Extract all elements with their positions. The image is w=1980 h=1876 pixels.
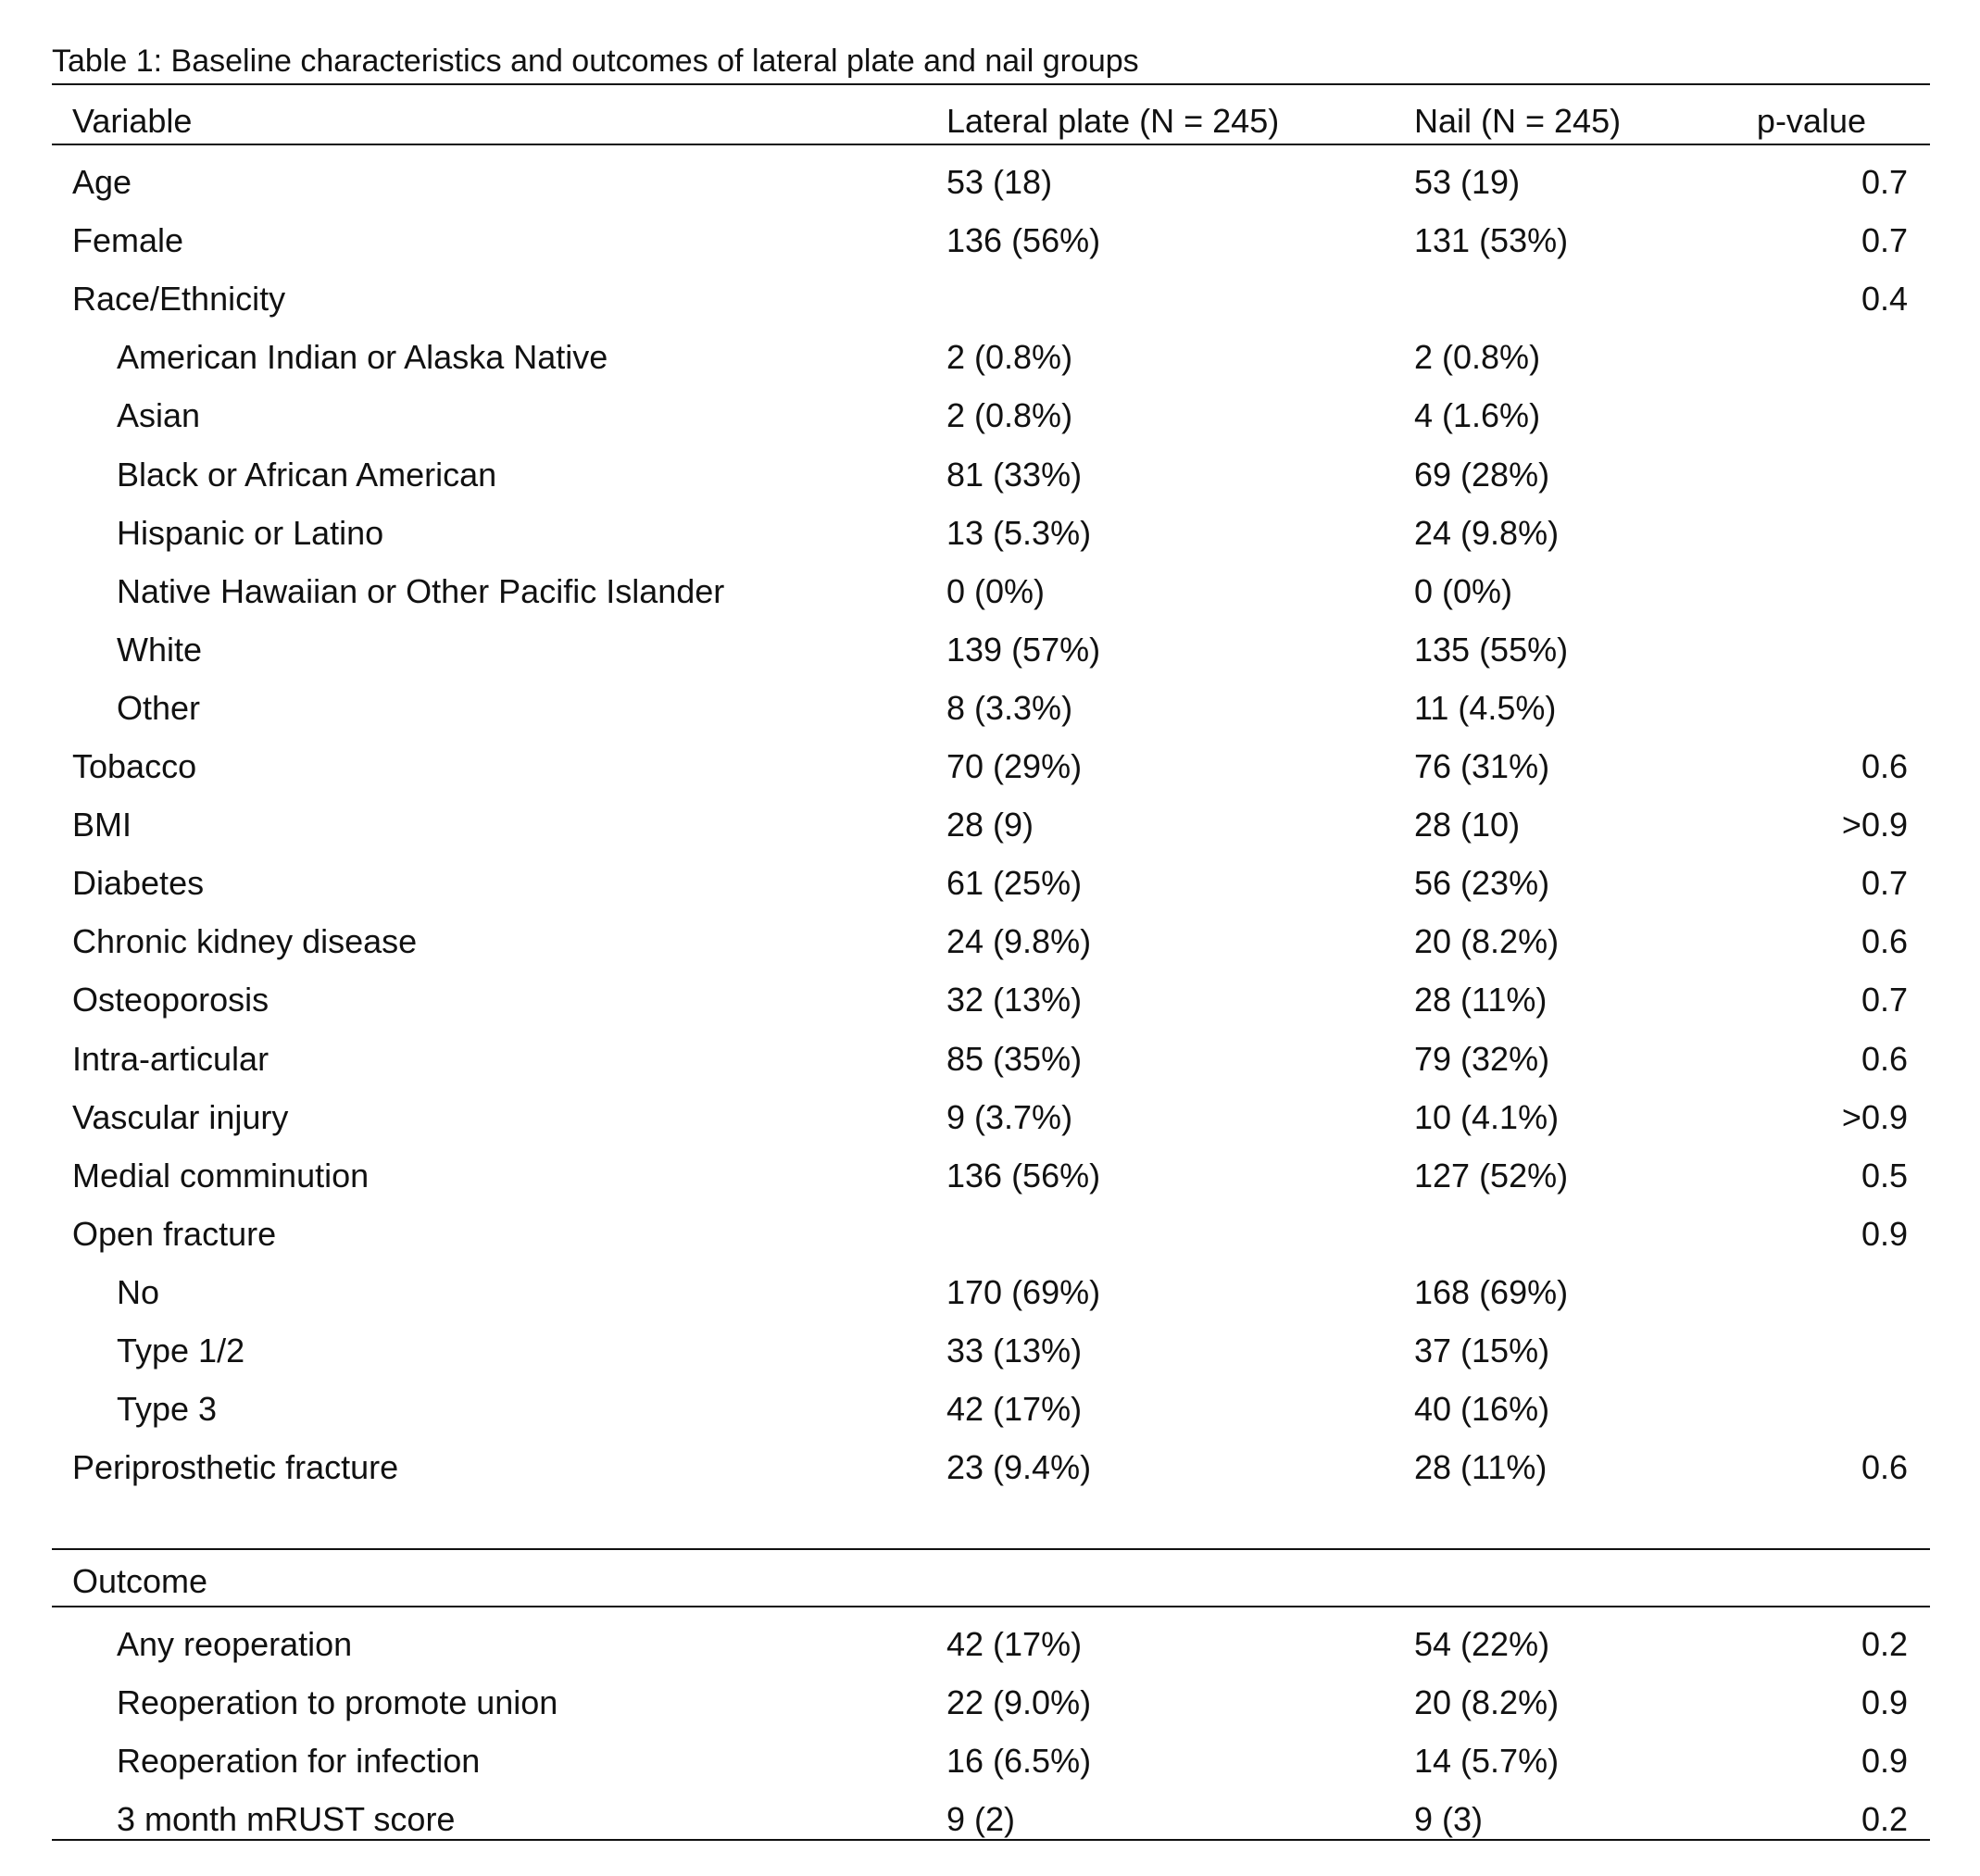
lateral-plate-value: 42 (17%) — [946, 1390, 1083, 1429]
p-value: 0.9 — [1861, 1742, 1908, 1780]
row-label: No — [117, 1272, 160, 1311]
header-variable: Variable — [72, 102, 193, 140]
nail-value: 4 (1.6%) — [1414, 396, 1541, 435]
p-value: 0.4 — [1861, 280, 1908, 319]
table-row — [52, 153, 1930, 211]
row-label: Asian — [117, 396, 201, 435]
p-value: >0.9 — [1841, 1097, 1908, 1136]
p-value: 0.7 — [1861, 864, 1908, 903]
row-label: Black or African American — [117, 455, 497, 494]
row-label: Native Hawaiian or Other Pacific Islander — [117, 571, 725, 610]
lateral-plate-value: 70 (29%) — [946, 747, 1083, 785]
nail-value: 10 (4.1%) — [1414, 1097, 1560, 1136]
lateral-plate-value: 24 (9.8%) — [946, 922, 1092, 961]
table-row — [52, 1146, 1930, 1205]
nail-value: 79 (32%) — [1414, 1039, 1550, 1078]
rule-top — [52, 83, 1930, 85]
table-row — [52, 504, 1930, 562]
nail-value: 76 (31%) — [1414, 747, 1550, 785]
lateral-plate-value: 16 (6.5%) — [946, 1742, 1092, 1780]
nail-value: 53 (19) — [1414, 163, 1521, 201]
table-row — [52, 737, 1930, 795]
lateral-plate-value: 32 (13%) — [946, 981, 1083, 1019]
nail-value: 0 (0%) — [1414, 571, 1513, 610]
lateral-plate-value: 0 (0%) — [946, 571, 1046, 610]
lateral-plate-value: 139 (57%) — [946, 630, 1101, 669]
nail-value: 135 (55%) — [1414, 630, 1569, 669]
lateral-plate-value: 33 (13%) — [946, 1332, 1083, 1369]
nail-value: 37 (15%) — [1414, 1332, 1550, 1369]
table-row — [52, 1030, 1930, 1088]
p-value: 0.9 — [1861, 1683, 1908, 1721]
lateral-plate-value: 42 (17%) — [946, 1625, 1083, 1663]
nail-value: 11 (4.5%) — [1414, 688, 1557, 727]
row-label: American Indian or Alaska Native — [117, 338, 608, 377]
nail-value: 14 (5.7%) — [1414, 1742, 1560, 1780]
table-row — [52, 211, 1930, 269]
outcome-header-row — [52, 1552, 1930, 1610]
lateral-plate-value: 2 (0.8%) — [946, 338, 1073, 377]
nail-value: 28 (11%) — [1414, 1448, 1548, 1487]
nail-value: 20 (8.2%) — [1414, 1683, 1560, 1721]
nail-value: 168 (69%) — [1414, 1272, 1569, 1311]
nail-value: 20 (8.2%) — [1414, 922, 1560, 961]
lateral-plate-value: 2 (0.8%) — [946, 396, 1073, 435]
nail-value: 127 (52%) — [1414, 1156, 1569, 1194]
lateral-plate-value: 136 (56%) — [946, 221, 1101, 260]
rule-header — [52, 144, 1930, 145]
row-label: Open fracture — [72, 1214, 277, 1253]
nail-value: 54 (22%) — [1414, 1625, 1550, 1663]
row-label: Vascular injury — [72, 1097, 289, 1136]
lateral-plate-value: 22 (9.0%) — [946, 1683, 1092, 1721]
table-row — [52, 269, 1930, 328]
table-row — [52, 912, 1930, 970]
table-row — [52, 970, 1930, 1029]
table-row — [52, 1088, 1930, 1146]
p-value: 0.7 — [1861, 981, 1908, 1019]
lateral-plate-value: 8 (3.3%) — [946, 688, 1073, 727]
lateral-plate-value: 9 (2) — [946, 1800, 1016, 1838]
p-value: 0.2 — [1861, 1800, 1908, 1838]
header-p-value: p-value — [1756, 102, 1866, 140]
row-label: Reoperation to promote union — [117, 1683, 558, 1721]
row-label: Periprosthetic fracture — [72, 1448, 399, 1487]
table-row — [52, 1380, 1930, 1438]
lateral-plate-value: 9 (3.7%) — [946, 1097, 1073, 1136]
nail-value: 56 (23%) — [1414, 864, 1550, 903]
nail-value: 28 (10) — [1414, 806, 1521, 844]
row-label: Osteoporosis — [72, 981, 269, 1019]
lateral-plate-value: 13 (5.3%) — [946, 513, 1092, 552]
table-row — [52, 386, 1930, 444]
rule-section — [52, 1548, 1930, 1550]
row-label: Type 1/2 — [117, 1332, 245, 1369]
table-row — [52, 1438, 1930, 1496]
table-row — [52, 795, 1930, 854]
lateral-plate-value: 28 (9) — [946, 806, 1034, 844]
row-label: Chronic kidney disease — [72, 922, 418, 961]
row-label: Reoperation for infection — [117, 1742, 481, 1780]
p-value: 0.7 — [1861, 221, 1908, 260]
row-label: Medial comminution — [72, 1156, 370, 1194]
p-value: 0.6 — [1861, 922, 1908, 961]
header-nail: Nail (N = 245) — [1414, 102, 1622, 140]
rule-outcome — [52, 1606, 1930, 1607]
table-row — [52, 445, 1930, 504]
row-label: Hispanic or Latino — [117, 513, 384, 552]
row-label: Tobacco — [72, 747, 197, 785]
table-row — [52, 1615, 1930, 1673]
nail-value: 2 (0.8%) — [1414, 338, 1541, 377]
nail-value: 9 (3) — [1414, 1800, 1484, 1838]
table-row — [52, 620, 1930, 679]
row-label: Other — [117, 688, 201, 727]
outcome-header: Outcome — [72, 1562, 208, 1600]
table-row — [52, 1321, 1930, 1380]
nail-value: 131 (53%) — [1414, 221, 1569, 260]
p-value: 0.5 — [1861, 1156, 1908, 1194]
table-row — [52, 1673, 1930, 1732]
table-row — [52, 679, 1930, 737]
p-value: 0.7 — [1861, 163, 1908, 201]
row-label: Age — [72, 163, 132, 201]
row-label: White — [117, 630, 203, 669]
row-label: Female — [72, 221, 184, 260]
lateral-plate-value: 53 (18) — [946, 163, 1053, 201]
table-row — [52, 562, 1930, 620]
table-row — [52, 328, 1930, 386]
nail-value: 28 (11%) — [1414, 981, 1548, 1019]
p-value: 0.6 — [1861, 1039, 1908, 1078]
row-label: Race/Ethnicity — [72, 280, 286, 319]
row-label: 3 month mRUST score — [117, 1800, 456, 1838]
lateral-plate-value: 61 (25%) — [946, 864, 1083, 903]
lateral-plate-value: 81 (33%) — [946, 455, 1083, 494]
lateral-plate-value: 23 (9.4%) — [946, 1448, 1092, 1487]
p-value: 0.6 — [1861, 1448, 1908, 1487]
header-lateral-plate: Lateral plate (N = 245) — [946, 102, 1280, 140]
table-row — [52, 1263, 1930, 1321]
table-row — [52, 1205, 1930, 1263]
nail-value: 24 (9.8%) — [1414, 513, 1560, 552]
row-label: Any reoperation — [117, 1625, 353, 1663]
p-value: >0.9 — [1841, 806, 1908, 844]
p-value: 0.6 — [1861, 747, 1908, 785]
p-value: 0.9 — [1861, 1214, 1908, 1253]
row-label: Diabetes — [72, 864, 205, 903]
nail-value: 69 (28%) — [1414, 455, 1550, 494]
row-label: Intra-articular — [72, 1039, 269, 1078]
table-caption: Table 1: Baseline characteristics and outcomes of lateral plate and nail groups — [52, 44, 1139, 79]
header-row — [52, 92, 1930, 150]
p-value: 0.2 — [1861, 1625, 1908, 1663]
nail-value: 40 (16%) — [1414, 1390, 1550, 1429]
table-row — [52, 1732, 1930, 1790]
table-row — [52, 854, 1930, 912]
rule-bottom — [52, 1839, 1930, 1841]
lateral-plate-value: 170 (69%) — [946, 1272, 1101, 1311]
lateral-plate-value: 136 (56%) — [946, 1156, 1101, 1194]
row-label: Type 3 — [117, 1390, 218, 1429]
lateral-plate-value: 85 (35%) — [946, 1039, 1083, 1078]
row-label: BMI — [72, 806, 132, 844]
